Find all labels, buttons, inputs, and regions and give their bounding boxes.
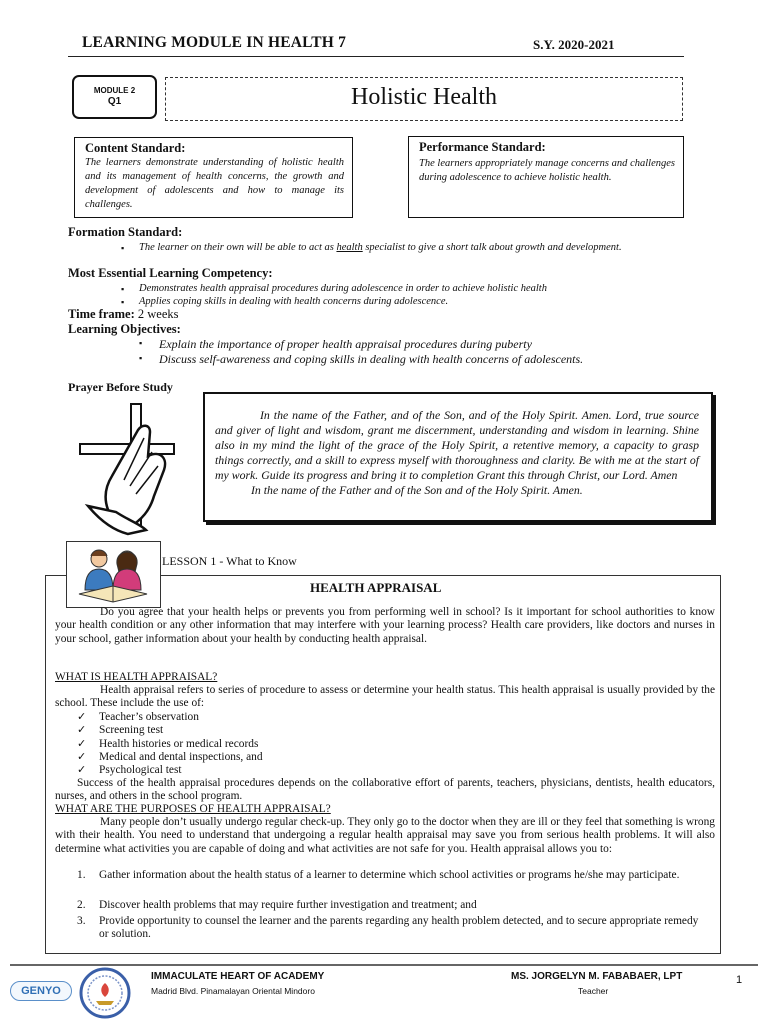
checkmark-icon: ✓ bbox=[77, 751, 87, 763]
students-reading-icon bbox=[67, 542, 159, 606]
question-what-is: WHAT IS HEALTH APPRAISAL? bbox=[55, 671, 218, 683]
question-purposes: WHAT ARE THE PURPOSES OF HEALTH APPRAISAL? bbox=[55, 803, 331, 815]
school-seal-icon bbox=[78, 967, 132, 1019]
module-badge bbox=[72, 75, 157, 119]
prayer-box bbox=[203, 392, 713, 522]
purpose-item bbox=[77, 869, 699, 882]
purpose-text: Discover health problems that may require further investigation and treatment; and bbox=[99, 899, 477, 911]
purpose-number: 2. bbox=[77, 899, 86, 911]
competency-heading: Most Essential Learning Competency: bbox=[68, 266, 273, 280]
checklist-item-label: Teacher’s observation bbox=[99, 711, 199, 723]
checkmark-icon: ✓ bbox=[77, 738, 87, 750]
school-name: IMMACULATE HEART OF ACADEMY bbox=[151, 971, 325, 982]
formation-health-word: health bbox=[336, 242, 363, 253]
purpose-number: 3. bbox=[77, 915, 86, 927]
checkmark-icon: ✓ bbox=[77, 724, 87, 736]
objective-item: ▪ Discuss self-awareness and coping skills in dealing with health concerns of adolescents. bbox=[159, 352, 699, 367]
checklist-item-label: Medical and dental inspections, and bbox=[99, 751, 263, 763]
checklist-item-label: Screening test bbox=[99, 724, 164, 736]
purpose-number: 1. bbox=[77, 869, 86, 881]
page-number: 1 bbox=[736, 974, 743, 986]
purpose-item bbox=[77, 899, 699, 912]
success-note: Success of the health appraisal procedures depends on the collaborative effort of parents, teachers, physicians, dentists, health educators, nurses, and others in the school program. bbox=[55, 777, 715, 803]
competency-item: ▪ Applies coping skills in dealing with health concerns during adolescence. bbox=[139, 296, 669, 309]
purpose-text: Provide opportunity to counsel the learner and the parents regarding any health problem detected, and to secure appropriate remedy or solution. bbox=[99, 915, 699, 941]
health-appraisal-definition: Health appraisal refers to series of procedure to assess or determine your health status. This health appraisal is usually provided by the school. These include the use of: bbox=[55, 684, 715, 710]
header-divider bbox=[68, 56, 684, 57]
prayer-heading: Prayer Before Study bbox=[68, 380, 173, 394]
performance-standard-text: The learners appropriately manage concerns and challenges during adolescence to achieve holistic health. bbox=[419, 158, 675, 183]
checkmark-icon: ✓ bbox=[77, 764, 87, 776]
lesson-title: HEALTH APPRAISAL bbox=[310, 580, 442, 595]
competency-item: ▪ Demonstrates health appraisal procedures during adolescence in order to achieve holistic health bbox=[139, 283, 669, 296]
prayer-text: In the name of the Father, and of the Son, and of the Holy Spirit. Amen. Lord, true source and giver of light and wisdom, grant me discernment, understanding and wisdom in learning. Shine also in my mind the light of the grace of the Holy Spirit, a retentive memory, a capacity to grasp things correctly, and a skill to express myself with thoroughness and clarity. Be with me at the start of my work. Guide its progress and bring it to completion Grant this through Christ, our Lord. Amen bbox=[215, 408, 699, 482]
purpose-item bbox=[77, 915, 699, 942]
content-standard-box bbox=[74, 137, 353, 218]
prayer-closing: In the name of the Father and of the Son and of the Holy Spirit. Amen. bbox=[251, 483, 583, 497]
time-frame-value: 2 weeks bbox=[137, 307, 179, 321]
praying-hands-icon bbox=[68, 396, 178, 538]
module-title: Holistic Health bbox=[165, 77, 683, 121]
content-standard-text: The learners demonstrate understanding of holistic health and its management of health concerns, the growth and development of adolescents and how to manage its challenges. bbox=[85, 157, 344, 210]
purposes-intro: Many people don’t usually undergo regular check-up. They only go to the doctor when they are ill or they feel that something is wrong with their health. You need to understand that undergoing a regular health appraisal may save you from serious health problems. It will also determine what activities you are capable of doing and what activities are not safe for you. Health appraisal allows you to: bbox=[55, 816, 715, 855]
formation-standard-item bbox=[139, 242, 669, 255]
module-header-title: LEARNING MODULE IN HEALTH 7 bbox=[82, 34, 347, 51]
genyo-logo: GENYO bbox=[10, 981, 72, 1001]
teacher-name: MS. JORGELYN M. FABABAER, LPT bbox=[511, 971, 683, 982]
lesson-intro: Do you agree that your health helps or prevents you from performing well in school? Is it important for school authorities to know your health condition or any other information that may interfere with your learning process? Health care providers, like doctors and nurses in your school, gather information about your health by conducting health appraisal. bbox=[55, 606, 715, 645]
checklist-item bbox=[77, 751, 263, 764]
objectives-heading: Learning Objectives: bbox=[68, 322, 181, 336]
checklist-item bbox=[77, 738, 259, 751]
module-label: MODULE 2 bbox=[93, 86, 136, 95]
checklist-item-label: Health histories or medical records bbox=[99, 738, 259, 750]
time-frame bbox=[68, 307, 179, 322]
lesson-illustration bbox=[66, 541, 161, 608]
checkmark-icon: ✓ bbox=[77, 711, 87, 723]
checklist-item-label: Psychological test bbox=[99, 764, 182, 776]
formation-text-pre: The learner on their own will be able to act as bbox=[139, 242, 337, 253]
purpose-text: Gather information about the health status of a learner to determine which school activities or programs he/she may participate. bbox=[99, 869, 680, 881]
formation-standard-heading: Formation Standard: bbox=[68, 225, 183, 239]
performance-standard-box bbox=[408, 136, 684, 218]
footer-divider bbox=[10, 964, 758, 966]
checklist-item bbox=[77, 711, 199, 724]
formation-text-post: specialist to give a short talk about growth and development. bbox=[362, 242, 622, 253]
objective-item: ▪ Explain the importance of proper health appraisal procedures during puberty bbox=[159, 337, 699, 352]
lesson-label: LESSON 1 - What to Know bbox=[162, 554, 297, 568]
module-quarter: Q1 bbox=[107, 96, 122, 107]
school-year: S.Y. 2020-2021 bbox=[533, 37, 615, 52]
checklist-item bbox=[77, 764, 182, 777]
checklist-item bbox=[77, 724, 164, 737]
time-frame-heading: Time frame: bbox=[68, 307, 135, 321]
school-address: Madrid Blvd. Pinamalayan Oriental Mindoro bbox=[151, 986, 315, 996]
teacher-role: Teacher bbox=[578, 986, 609, 996]
performance-standard-heading: Performance Standard: bbox=[419, 140, 546, 154]
content-standard-heading: Content Standard: bbox=[85, 141, 186, 155]
